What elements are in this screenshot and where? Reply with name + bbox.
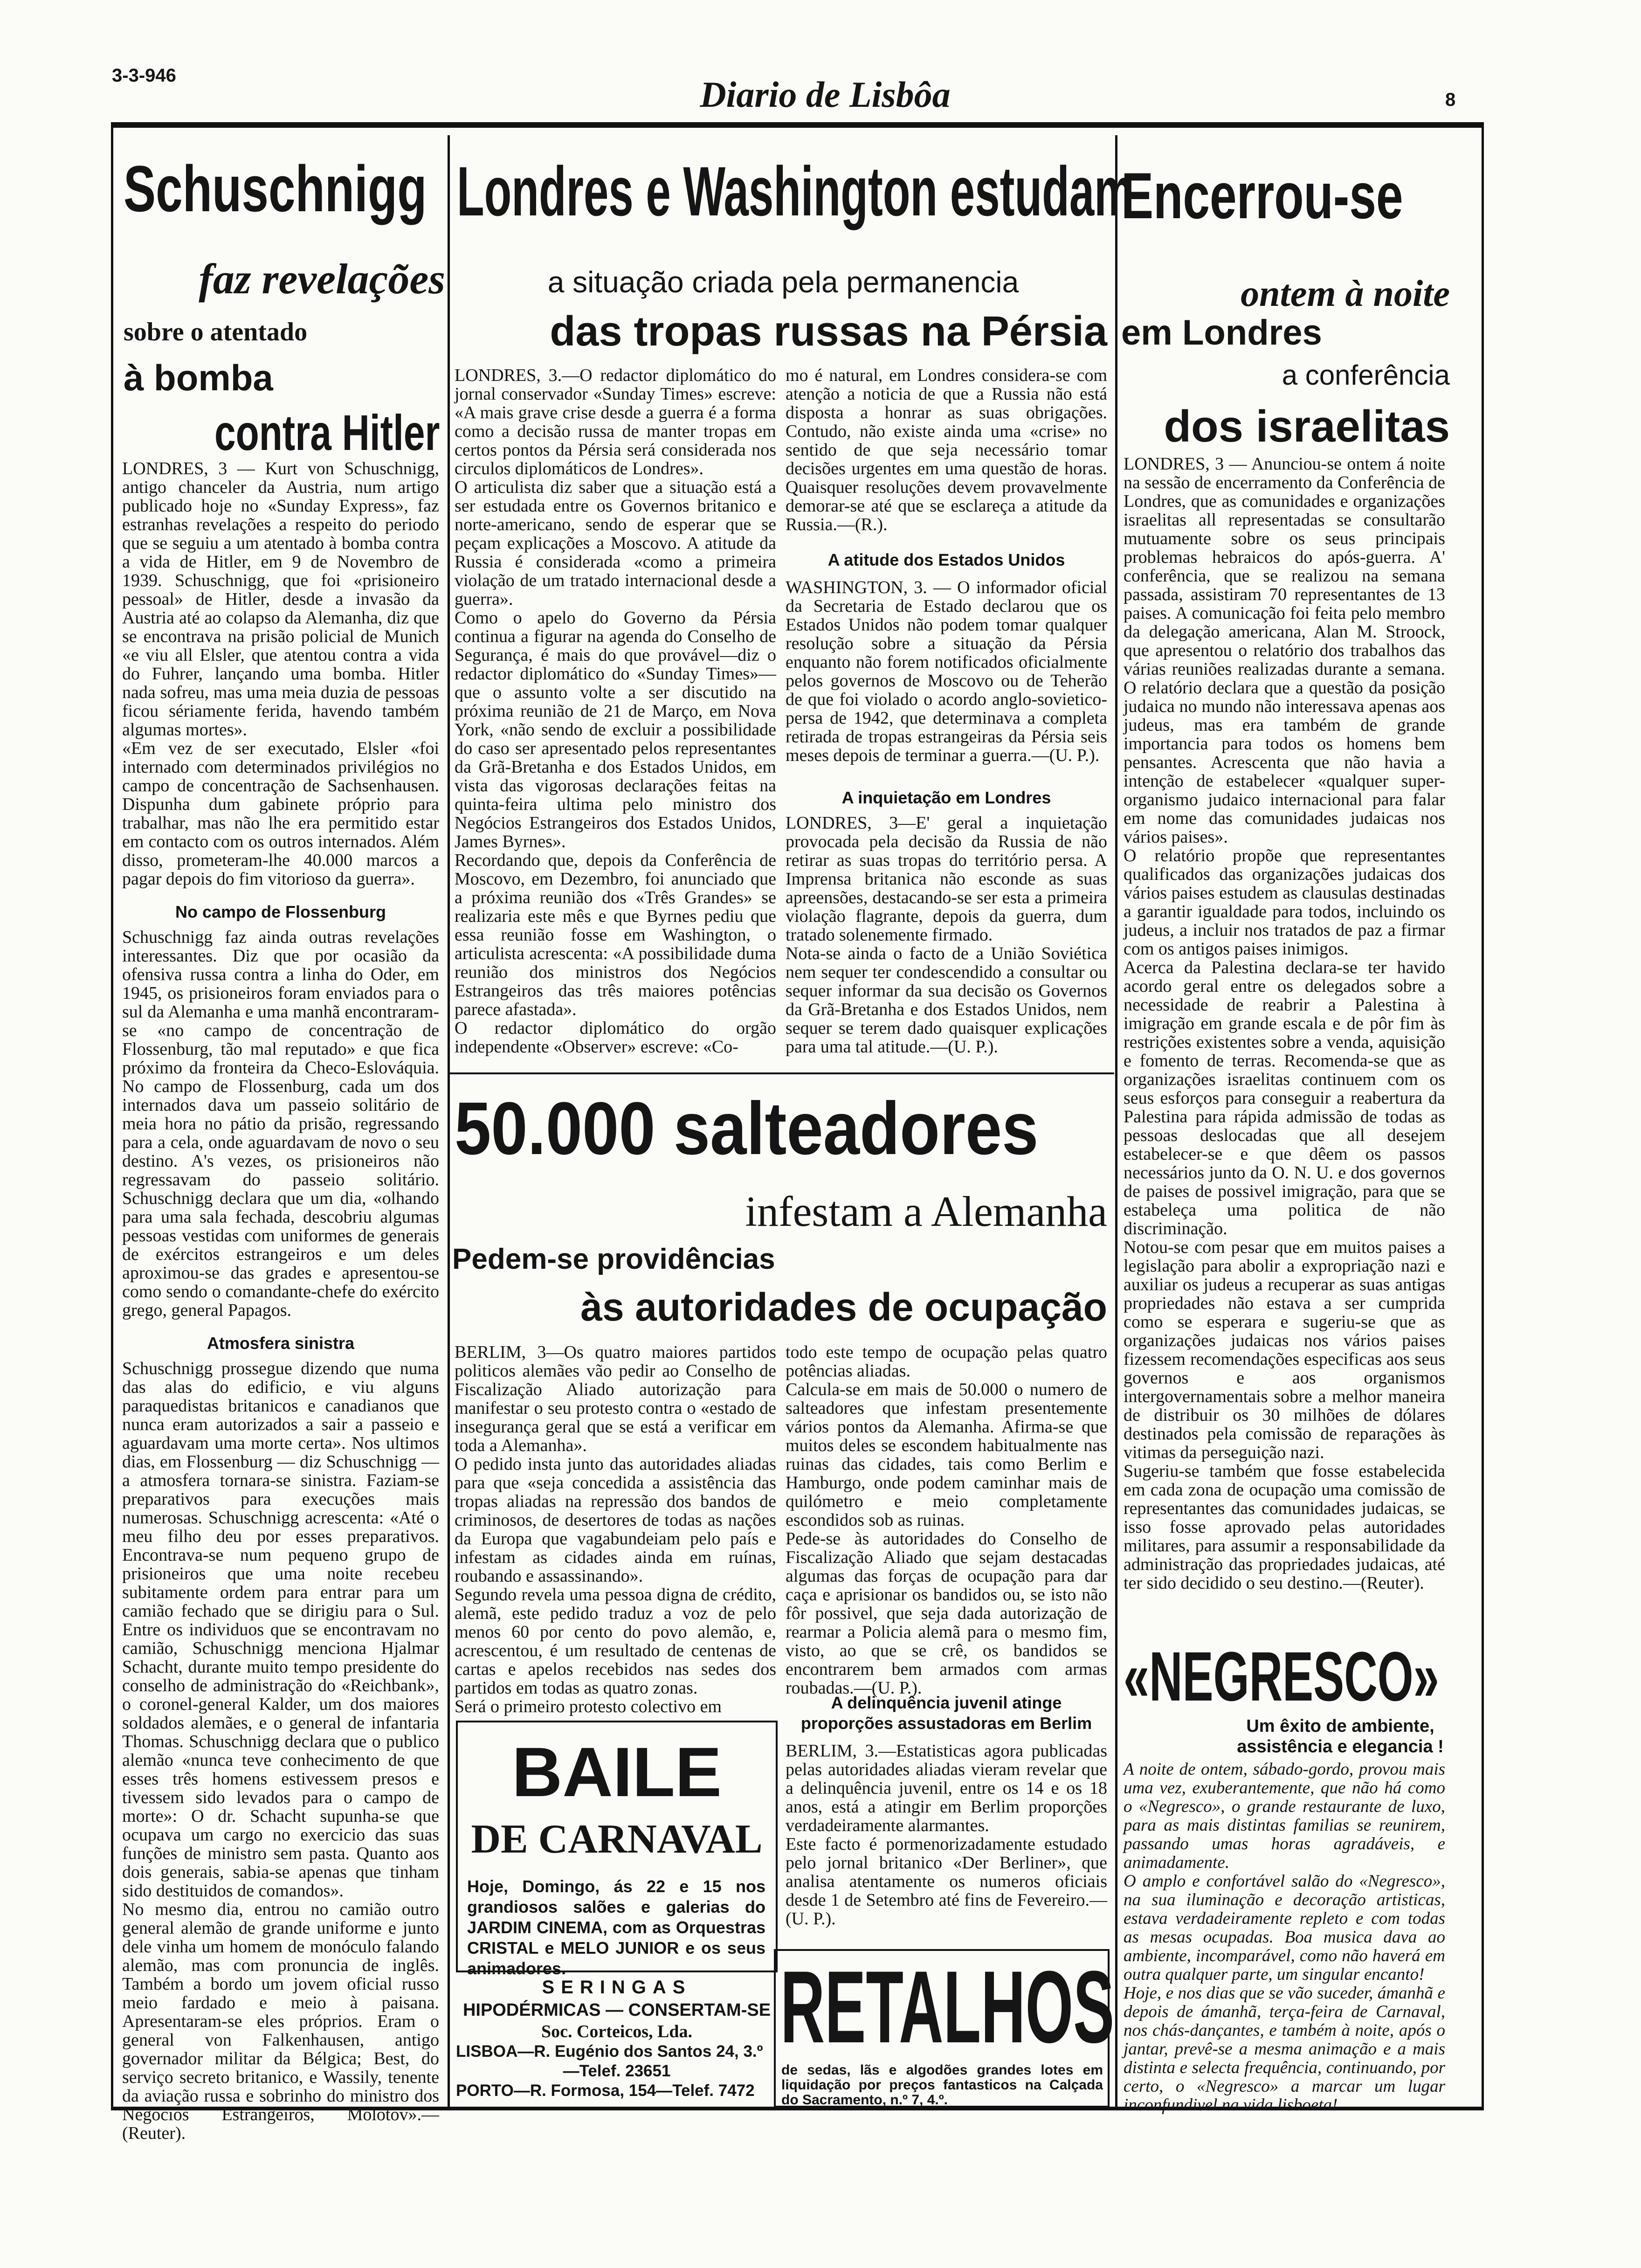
col1-body-1: LONDRES, 3 — Kurt von Schuschnigg, antigo chanceler da Austria, num artigo publicado hoje no «Sunday Express», faz estranhas revelações a respeito do periodo que se seguiu a um atentado à bomba contra a vida de Hitler, em 9 de Novembro de 1939. Schuschnigg, que foi «prisioneiro pessoal» de Hitler, desde a invasão da Austria até ao colapso da Alemanha, diz que se encontrava na prisão policial de Munich «e viu all Elsler, que atentou contra a vida do Fuhrer, lançando uma bomba. Hitler nada sofreu, mas uma meia duzia de pessoas ficou sériamente ferida, havendo também algumas mortes». «Em vez de ser executado, Elsler «foi internado com determinados privilégios no campo de concentração de Sachsenhausen. Dispunha dum gabinete próprio para trabalhar, mas não lhe era permitido estar em contacto com os outros internados. Além disso, prometeram-lhe 40.000 marcos a pagar depois do fim vitorioso da guerra». [122,459,439,889]
ad-seringas-line4: —Telef. 23651 [563,2062,671,2080]
col3-deck-1: ontem à noite [1241,273,1450,314]
page-date: 3-3-946 [112,65,176,86]
ad-negresco-title: «NEGRESCO» [1124,1637,1439,1715]
schuschnigg-headline: Schuschnigg [124,152,427,225]
left-border [111,122,113,2109]
page-number: 8 [1445,90,1456,110]
col2-sub-estados-unidos: A atitude dos Estados Unidos [827,550,1065,569]
ad-baile-box [456,1721,778,1978]
ad-negresco-subtitle: Um êxito de ambiente, assistência e elegancia ! [1237,1716,1444,1756]
ad-retalhos-text: de sedas, lãs e algodões grandes lotes em liquidação por preços fantasticos na Calçada do Sacramento, n.º 7, 4.º. [781,2062,1103,2108]
col2-section-rule [450,1072,1114,1074]
column-divider-2 [1115,135,1117,2108]
masthead: Diario de Lisbôa [700,74,951,115]
col2l-body-a: BERLIM, 3—Os quatro maiores partidos politicos alemães vão pedir ao Conselho de Fiscalização Aliado autorização para manifestar o seu protesto contra o «estado de insegurança geral que se está a verificar em toda a Alemanha». O pedido insta junto das autoridades aliadas para que «seja concedida a assistência das tropas aliadas na repressão dos bandos de criminosos, de desertores de todas as nações da Europa que vagabundeiam pelo país e infestam as cidades ainda em ruínas, roubando e assassinando». Segundo revela uma pessoa digna de crédito, alemã, este pedido traduz a voz de pelo menos 60 por cento do povo alemão, e, acrescentou, é um resultado de centenas de cartas e apelos recebidos nas sedes dos partidos em todas as quatro zonas. Será o primeiro protesto colectivo em [455,1342,776,1716]
col1-sub-flossenburg: No campo de Flossenburg [175,902,386,921]
col2l-body-b: todo este tempo de ocupação pelas quatro potências aliadas. Calcula-se em mais de 50.000 o numero de salteadores que infestam presentemente vários pontos da Alemanha. Afirma-se que muitos deles se escondem habitualmente nas ruinas das cidades, tais como Berlim e Hamburgo, onde podem caminhar mais de quilómetro e meio completamente escondidos sob as ruinas. Pede-se às autoridades do Conselho de Fiscalização Aliado que sejam destacadas algumas das forças de ocupação para dar caça e aprisionar os bandidos ou, se isto não fôr possivel, que seja dada autorização de rearmar a Policia alemã para o mesmo fim, visto, ao que se crê, os bandidos se encontrarem bem armados com armas roubadas.—(U. P.). [786,1342,1107,1698]
ad-baile-text: Hoje, Domingo, ás 22 e 15 nos grandiosos salões e galerias do JARDIM CINEMA, com as Orquestras CRISTAL e MELO JUNIOR e os seus animadores. [467,1877,765,1978]
col2-deck-1: a situação criada pela permanencia [547,265,1019,299]
ad-seringas-line1: HIPODÉRMICAS — CONSERTAM-SE [462,2000,771,2020]
col2-sub-inquietacao: A inquietação em Londres [841,788,1051,807]
ad-retalhos-title: RETALHOS [780,1950,1115,2064]
ad-seringas-title: SERINGAS [542,1977,692,1998]
ad-negresco-body: A noite de ontem, sábado-gordo, provou mais uma vez, exuberantemente, que não há como o «Negresco», o grande restaurante de luxo, para as mais distintas familias se reunirem, passando umas horas agradáveis, e animadamente. O amplo e confortável salão do «Negresco», na sua iluminação e decoração artisticas, estava verdadeiramente repleto e com todas as mesas ocupadas. Boa musica dava ao ambiente, incomparável, como não haverá em outra qualquer parte, um singular encanto! Hoje, e nos dias que se vão suceder, ámanhã e depois de ámanhã, terça-feira de Carnaval, nos chás-dançantes, e também à noite, após o jantar, prevê-se a mesma animação e a mais distinta e selecta frequência, continuando, por certo, o «Negresco» a marcar um lugar inconfundivel na vida lisboeta! [1124,1760,1445,2115]
ad-baile-subtitle: DE CARNAVAL [471,1817,763,1862]
ad-seringas-box [456,1977,778,2105]
londres-headline: Londres e Washington estudam [457,152,1134,230]
salteadores-headline: 50.000 salteadores [455,1086,1039,1170]
col1-deck-4: contra Hitler [214,404,440,461]
col2l-body-c: BERLIM, 3.—Estatisticas agora publicadas pelas autoridades aliadas vieram revelar que a delinquência juvenil, entre os 14 e os 18 anos, está a atingir em Berlim proporções verdadeiramente alarmantes. Este facto é pormenorizadamente estudado pelo jornal britanico «Der Berliner», que analisa atentamente os numeros oficiais desde 1 de Setembro até fins de Fevereiro.—(U. P.). [786,1741,1107,1929]
ad-seringas-line5: PORTO—R. Formosa, 154—Telef. 7472 [456,2081,755,2100]
col3-deck-2: em Londres [1121,313,1322,353]
col1-deck-3: à bomba [124,357,273,398]
col2l-deck-1: infestam a Alemanha [745,1188,1107,1235]
top-rule [111,122,1484,128]
col2-body-a: LONDRES, 3.—O redactor diplomático do jornal conservador «Sunday Times» escreve: «A mais grave crise desde a guerra é a forma como a decisão russa de manter tropas em certos pontos da Pérsia será considerada nos circulos diplomáticos de Londres». O articulista diz saber que a situação está a ser estudada entre os Governos britanico e norte-americano, sendo de esperar que se peçam explicações a Moscovo. A atitude da Russia é considerada «como a primeira violação de um tratado internacional desde a guerra». Como o apelo do Governo da Pérsia continua a figurar na agenda do Conselho de Segurança, é mais do que provável—diz o redactor diplomático do «Sunday Times»—que o assunto volte a ser discutido na próxima reunião de 21 de Março, em Nova York, «não sendo de excluir a possibilidade do caso ser apresentado pelos representantes da Grã-Bretanha e dos Estados Unidos, em vista das vigorosas declarações feitas na quinta-feira ultima pelo ministro dos Negócios Estrangeiros dos Estados Unidos, James Byrnes». Recordando que, depois da Conferência de Moscovo, em Dezembro, foi anunciado que a próxima reunião dos «Três Grandes» se realizaria este mês e que Byrnes pediu que essa reunião fosse em Washington, o articulista acrescenta: «A possibilidade duma reunião dos ministros dos Negócios Estrangeiros das três maiores potências parece afastada». O redactor diplomático do orgão independente «Observer» escreve: «Co- [455,366,776,1057]
col1-sub-atmosfera: Atmosfera sinistra [207,1334,355,1353]
col3-body: LONDRES, 3 — Anunciou-se ontem á noite na sessão de encerramento da Conferência de Londres, que as comunidades e organizações israelitas all representadas se consultarão mutuamente sobre os seus principais problemas hebraicos do após-guerra. A' conferência, que se realizou na semana passada, assistiram 70 representantes de 13 paises. A comunicação foi feita pelo membro da delegação americana, Alan M. Stroock, que apresentou o relatório dos trabalhos das várias reuniões realizadas durante a semana. O relatório declara que a questão da posição judaica no mundo não interessava apenas aos judeus, mas era também de grande importancia para todos os homens bem pensantes. Acrescenta que não havia a intenção de estabelecer «qualquer super-organismo judaico internacional para falar em nome das comunidades judaicas nos vários paises». O relatório propõe que representantes qualificados das organizações judaicas dos vários paises estudem as clausulas destinadas a garantir igualdade para todos, incluindo os judeus, a incluir nos tratados de paz a firmar com os antigos paises inimigos. Acerca da Palestina declara-se ter havido acordo geral entre os delegados sobre a necessidade de reabrir a Palestina à imigração em grande escala e de pôr fim às restrições existentes sobre a venda, aquisição e fomento de terras. Recomenda-se que as organizações israelitas continuem com os seus esforços para conseguir a reabertura da Palestina para rápida admissão de todas as pessoas deslocadas que all desejem estabelecer-se e que dêem os passos necessários junto da O. N. U. e dos governos de paises de possivel imigração, para que se estabeleça uma politica de não discriminação. Notou-se com pesar que em muitos paises a legislação para abolir a expropriação nazi e auxiliar os judeus a recuperar as suas antigas propriedades não estava a ser cumprida como se esperara e sugeriu-se que as organizações judaicas nos vários paises fizessem recomendações especificas aos seus governos e aos organismos intergovernamentais sobre a melhor maneira de distribuir os 30 milhões de dólares destinados pela comissão de reparações às vitimas da perseguição nazi. Sugeriu-se também que fosse estabelecida em cada zona de ocupação uma comissão de representantes das comunidades judaicas, se isso fosse aprovado pelas autoridades militares, para assumir a responsabilidade da administração das propriedades judaicas, até ter sido decidido o seu destino.—(Reuter). [1124,454,1445,1593]
ad-baile-title: BAILE [512,1733,722,1811]
col3-deck-3: a conferência [1282,360,1450,391]
col2-body-d: LONDRES, 3—E' geral a inquietação provocada pela decisão da Russia de não retirar as suas tropas do território persa. A Imprensa britanica não esconde as suas apreensões, destacando-se ser esta a primeira violação flagrante, depois da guerra, dum tratado solenemente firmado. Nota-se ainda o facto de a União Soviética nem sequer ter condescendido a consultar ou sequer informar da sua decisão os Governos da Grã-Bretanha e dos Estados Unidos, nem sequer se terem dado quaisquer explicações para uma tal atitude.—(U. P.). [786,813,1107,1057]
col1-body-2: Schuschnigg faz ainda outras revelações interessantes. Diz que por ocasião da ofensiva russa contra a linha do Oder, em 1945, os prisioneiros foram enviados para o sul da Alemanha e uma manhã encontraram-se «no campo de concentração de Flossenburg, tão mal reputado» e que fica próximo da fronteira da Checo-Eslováquia. No campo de Flossenburg, cada um dos internados dava um passeio solitário de meia hora no pátio da prisão, regressando para a cela, onde aguardavam de novo o seu destino. A's vezes, os prisioneiros não regressavam do passeio solitário. Schuschnigg declara que um dia, «olhando para uma sala fechada, descobriu algumas pessoas vestidas com uniformes de generais de exércitos estrangeiros e um deles aproximou-se das grades e apresentou-se como sendo o comandante-chefe do exército grego, general Papagos. [122,927,439,1320]
encerrou-headline: Encerrou-se [1121,159,1403,232]
ad-seringas-line3: LISBOA—R. Eugénio dos Santos 24, 3.º [456,2042,763,2061]
col2-body-c: WASHINGTON, 3. — O informador oficial da Secretaria de Estado declarou que os Estados Unidos não podem tomar qualquer resolução sobre a situação da Pérsia enquanto não forem notificados oficialmente pelos governos de Moscovo ou de Teherão de que foi violado o acordo anglo-sovietico-persa de 1942, que determinava a completa retirada de tropas estrangeiras da Pérsia seis meses depois de terminar a guerra.—(U. P.). [786,578,1107,765]
right-border [1482,122,1484,2109]
col2l-deck-3: às autoridades de ocupação [580,1285,1107,1329]
ad-seringas-line2: Soc. Corteicos, Lda. [541,2022,693,2041]
col2l-deck-2: Pedem-se providências [452,1243,775,1275]
col2-deck-2: das tropas russas na Pérsia [550,308,1107,355]
col3-deck-4: dos israelitas [1164,401,1450,451]
col1-body-3: Schuschnigg prossegue dizendo que numa das alas do edificio, e viu alguns paraquedistas britanicos e canadianos que nunca eram autorizados a sair a passeio e aguardavam uma morte certa». Nos ultimos dias, em Flossenburg — diz Schuschnigg — a atmosfera tornara-se sinistra. Faziam-se preparativos para execuções mais numerosas. Schuschnigg acrescenta: «Até o meu filho deu por esses preparativos. Encontrava-se num pequeno grupo de prisioneiros que uma noite recebeu subitamente ordem para entrar para um camião fechado que se dirigiu para o Sul. Entre os individuos que se encontravam no camião, Schuschnigg menciona Hjalmar Schacht, durante muito tempo presidente do conselho de administração do «Reichbank», o coronel-general Kalder, um dos maiores soldados alemães, e o general de infantaria Thomas. Schuschnigg declara que o publico alemão «nunca teve conhecimento de que esses três homens estivessem presos e tivessem sido levados para o campo de morte»: O dr. Schacht supunha-se que ocupava um cargo no exercicio das suas funções de ministro sem pasta. Quanto aos dois generais, sabia-se apenas que tinham sido destituidos de comandos». No mesmo dia, entrou no camião outro general alemão de grande uniforme e junto dele vinha um homem de monóculo falando alemão, mas com pronuncia de inglês. Também a bordo um jovem oficial russo meio fardado e meio à paisana. Apresentaram-se eles próprios. Eram o general von Falkenhausen, antigo governador militar da Bélgica; Best, do serviço secreto britanico, e Wassily, tenente da aviação russa e sobrinho do ministro dos Negócios Estrangeiros, Molotov».— (Reuter). [122,1359,439,2143]
col2l-sub-delinquencia: A delinquência juvenil atinge proporções assustadoras em Berlim [800,1693,1092,1733]
column-divider-1 [448,135,450,2108]
col1-deck-1: faz revelações [199,255,445,303]
col1-deck-2: sobre o atentado [124,318,308,346]
ad-retalhos-box [774,1949,1115,2108]
col2-body-b: mo é natural, em Londres considera-se com atenção a noticia de que a Russia não está disposta a honrar as suas obrigações. Contudo, não existe ainda uma «crise» no sentido de que seja necessário tomar decisões urgentes em uma questão de horas. Quaisquer resoluções devem provavelmente demorar-se até que se esclareça a atitude da Russia.—(R.). [786,366,1107,534]
